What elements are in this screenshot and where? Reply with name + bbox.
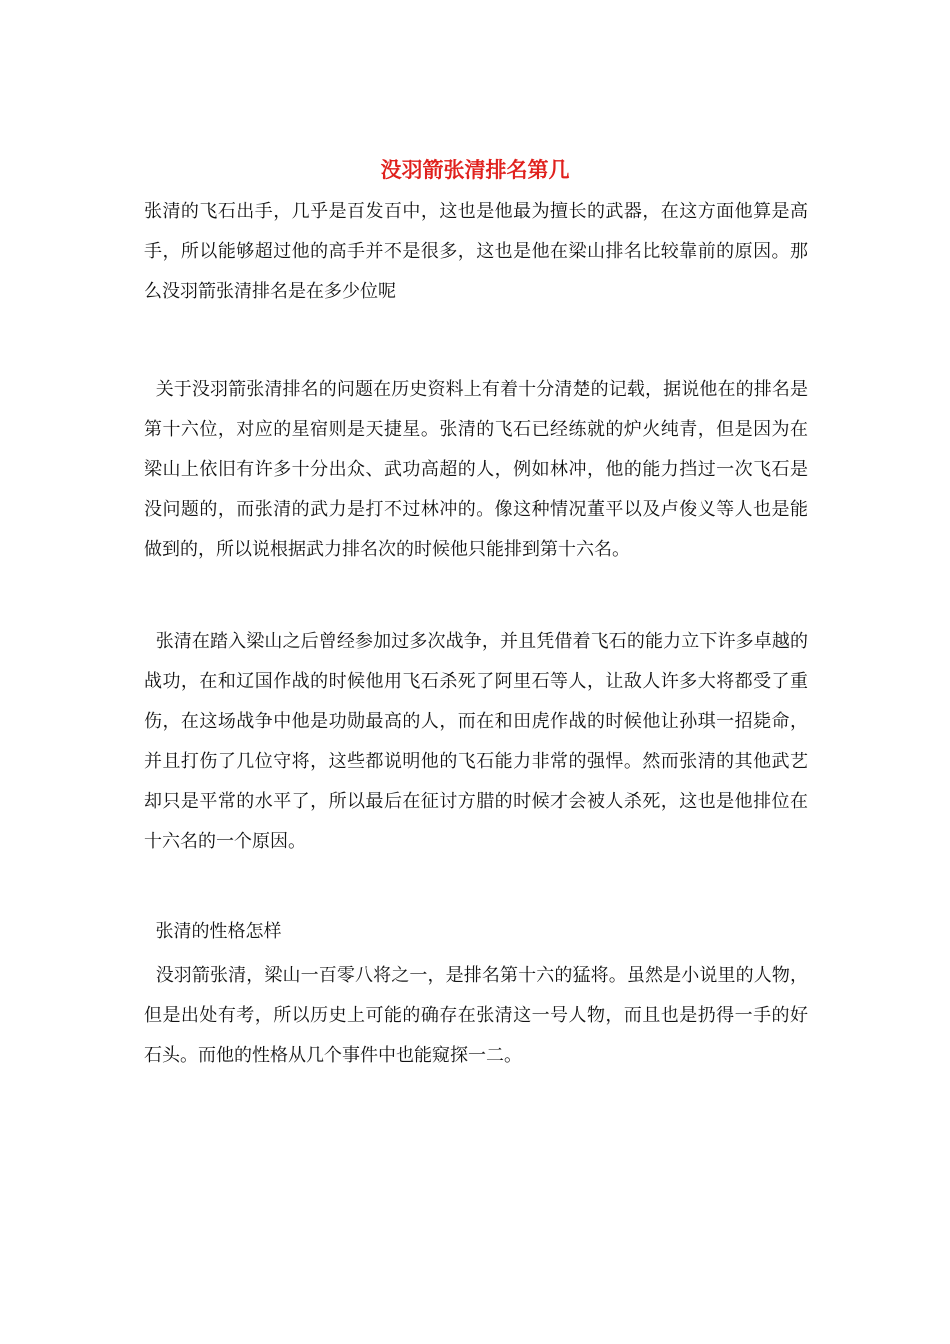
paragraph-personality: 没羽箭张清，梁山一百零八将之一，是排名第十六的猛将。虽然是小说里的人物，但是出处有考，所以历史上可能的确存在张清这一号人物，而且也是扔得一手的好石头。而他的性格从几个事件中也能窥探一二。: [144, 965, 808, 1066]
document-title: 没羽箭张清排名第几: [380, 157, 570, 182]
paragraph-intro: 张清的飞石出手，几乎是百发百中，这也是他最为擅长的武器，在这方面他算是高手，所以能够超过他的高手并不是很多，这也是他在梁山排名比较靠前的原因。那么没羽箭张清排名是在多少位呢: [144, 201, 808, 302]
paragraph-ranking: 关于没羽箭张清排名的问题在历史资料上有着十分清楚的记载，据说他在的排名是第十六位，对应的星宿则是天捷星。张清的飞石已经练就的炉火纯青，但是因为在梁山上依旧有许多十分出众、武功高超的人，例如林冲，他的能力挡过一次飞石是没问题的，而张清的武力是打不过林冲的。像这种情况董平以及卢俊义等人也是能做到的，所以说根据武力排名次的时候他只能排到第十六名。: [144, 379, 808, 560]
paragraph-battles: 张清在踏入梁山之后曾经参加过多次战争，并且凭借着飞石的能力立下许多卓越的战功，在和辽国作战的时候他用飞石杀死了阿里石等人，让敌人许多大将都受了重伤，在这场战争中他是功勋最高的人，而在和田虎作战的时候他让孙琪一招毙命，并且打伤了几位守将，这些都说明他的飞石能力非常的强悍。然而张清的其他武艺却只是平常的水平了，所以最后在征讨方腊的时候才会被人杀死，这也是他排位在十六名的一个原因。: [144, 631, 808, 852]
section-heading-personality: 张清的性格怎样: [144, 921, 282, 942]
